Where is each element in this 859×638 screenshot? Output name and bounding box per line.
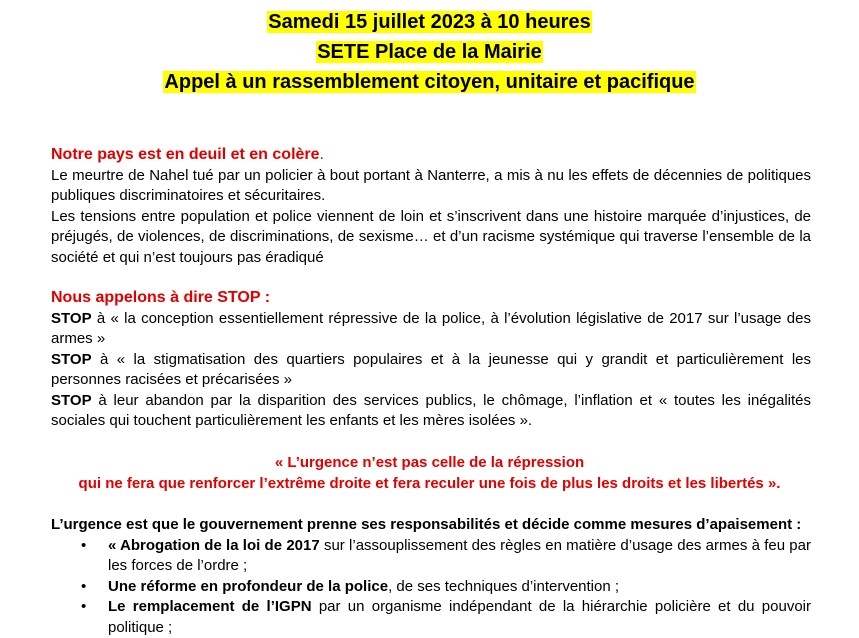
quote-line-2: qui ne fera que renforcer l’extrême droite et fera reculer une fois de plus les droits et les libertés ». — [0, 473, 859, 494]
measure-item: • Une réforme en profondeur de la police, de ses techniques d’intervention ; — [108, 577, 811, 598]
paragraph-nahel: Le meurtre de Nahel tué par un policier à bout portant à Nanterre, a mis à nu les effets de décennies de politiques publiques discriminatoires et sécuritaires. — [51, 166, 811, 207]
bullet-icon: • — [81, 597, 86, 618]
measure-item: • Le remplacement de l’IGPN par un organisme indépendant de la hiérarchie policière et du pouvoir politique ; — [108, 597, 811, 638]
stop-item: STOP à « la conception essentiellement répressive de la police, à l’évolution législative de 2017 sur l’usage des armes » — [51, 309, 811, 350]
measures-intro: L’urgence est que le gouvernement prenne ses responsabilités et décide comme mesures d’apaisement : — [51, 515, 811, 536]
title-call: Appel à un rassemblement citoyen, unitaire et pacifique — [0, 70, 859, 94]
section-measures — [51, 515, 811, 638]
measure-item: • « Abrogation de la loi de 2017 sur l’assouplissement des règles en matière d’usage des armes à feu par les forces de l’ordre ; — [108, 536, 811, 577]
bullet-icon: • — [81, 536, 86, 557]
stop-item: STOP à leur abandon par la disparition des services publics, le chômage, l’inflation et « toutes les inégalités sociales qui touchent particulièrement les enfants et les mères isolées ». — [51, 391, 811, 432]
title-date: Samedi 15 juillet 2023 à 10 heures — [0, 10, 859, 34]
title-place: SETE Place de la Mairie — [0, 40, 859, 64]
stop-item: STOP à « la stigmatisation des quartiers populaires et à la jeunesse qui y grandit et particulièrement les personnes racisées et précarisées » — [51, 350, 811, 391]
paragraph-tensions: Les tensions entre population et police viennent de loin et s’inscrivent dans une histoire marquée d’injustices, de préjugés, de violences, de discriminations, de sexisme… et d’un racisme systémique qui traverse l’ensemble de la société et qui n’est toujours pas éradiqué — [51, 207, 811, 269]
section-heading-stop: Nous appelons à dire STOP : — [51, 288, 811, 309]
section-mourning — [51, 145, 811, 268]
quote-line-1: « L’urgence n’est pas celle de la répression — [0, 452, 859, 473]
section-heading-mourning: Notre pays est en deuil et en colère. — [51, 145, 811, 166]
bullet-icon: • — [81, 577, 86, 598]
section-stop — [51, 288, 811, 432]
measures-list — [51, 536, 811, 638]
